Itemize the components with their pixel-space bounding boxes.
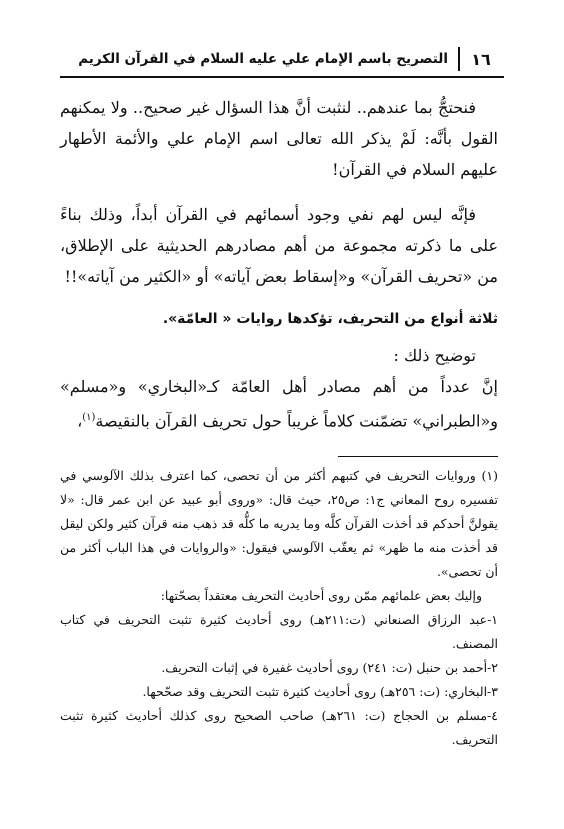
- paragraph-4: [60, 371, 498, 436]
- footnote-ref: (١): [82, 412, 96, 423]
- paragraph-1: فنحتجُّ بما عندهم.. لنثبت أنَّ هذا السؤال غير صحيح.. ولا يمكنهم القول بأنَّه: لَمْ يذكر الله تعالى اسم الإمام علي والأئمة الأطهار عليهم السلام في القرآن!: [60, 98, 498, 179]
- section-heading: ثلاثة أنواع من التحريف، تؤكدها روايات « العامّة».: [162, 311, 498, 327]
- footnote-1: (١) وروايات التحريف في كتبهم أكثر من أن تحصى، كما اعترف بذلك الآلوسي في تفسيره روح المعاني ج١: ص٢٥، حيث قال: «وروى أبو عبيد عن ابن عمر قال: «لا يقولنَّ أحدكم قد أخذت القرآن كلَّه وما يدريه ما كلُّه قد ذهب منه قرآن كثير ولكن ليقل قد أخذت منه ما ظهر» ثم يعقّب الآلوسي فيقول: «والروايات في هذا الباب أكثر من أن تحصى».: [60, 468, 498, 579]
- main-text: [60, 92, 498, 436]
- footnote-item: ٤-مسلم بن الحجاج (ت: ٢٦١هـ) صاحب الصحيح روى كذلك أحاديث كثيرة تثبت التحريف.: [60, 708, 498, 747]
- running-title: التصريح باسم الإمام علي عليه السلام في القرآن الكريم: [78, 51, 448, 67]
- paragraph-4-end: ،: [77, 411, 83, 431]
- paragraph-2: فإنَّه ليس لهم نفي وجود أسمائهم في القرآن أبداً، وذلك بناءً على ما ذكرته مجموعة من أهم مصادرهم الحديثية على الإطلاق، من «تحريف القرآن» و«إسقاط بعض آياته» أو «الكثير من آياته»!!: [60, 205, 499, 286]
- header-rule: [60, 76, 504, 78]
- page-number: ١٦: [471, 49, 491, 69]
- footnote-item: ٢-أحمد بن حنبل (ت: ٢٤١) روى أحاديث غفيرة في إثبات التحريف.: [161, 660, 498, 675]
- footnote-rule: [338, 456, 498, 457]
- paragraph-3: توضيح ذلك :: [393, 346, 476, 365]
- paragraph-4-text: إنَّ عدداً من أهم مصادر أهل العامّة كـ«البخاري» و«مسلم» و«الطبراني» تضمّنت كلاماً غريباً حول تحريف القرآن بالنقيصة: [60, 377, 498, 431]
- footnote-item: ٣-البخاري: (ت: ٢٥٦هـ) روى أحاديث كثيرة تثبت التحريف وقد صحّحها.: [142, 684, 498, 699]
- footnote-intro: وإليك بعض علمائهم ممّن روى أحاديث التحريف معتقداً بصحّتها:: [160, 588, 482, 603]
- running-header: [70, 44, 494, 74]
- footnote-item: ١-عبد الرزاق الصنعاني (ت:٢١١هـ) روى أحاديث كثيرة تثبت التحريف في كتاب المصنف.: [60, 612, 499, 651]
- footnotes: [60, 464, 498, 752]
- header-separator: [458, 47, 460, 71]
